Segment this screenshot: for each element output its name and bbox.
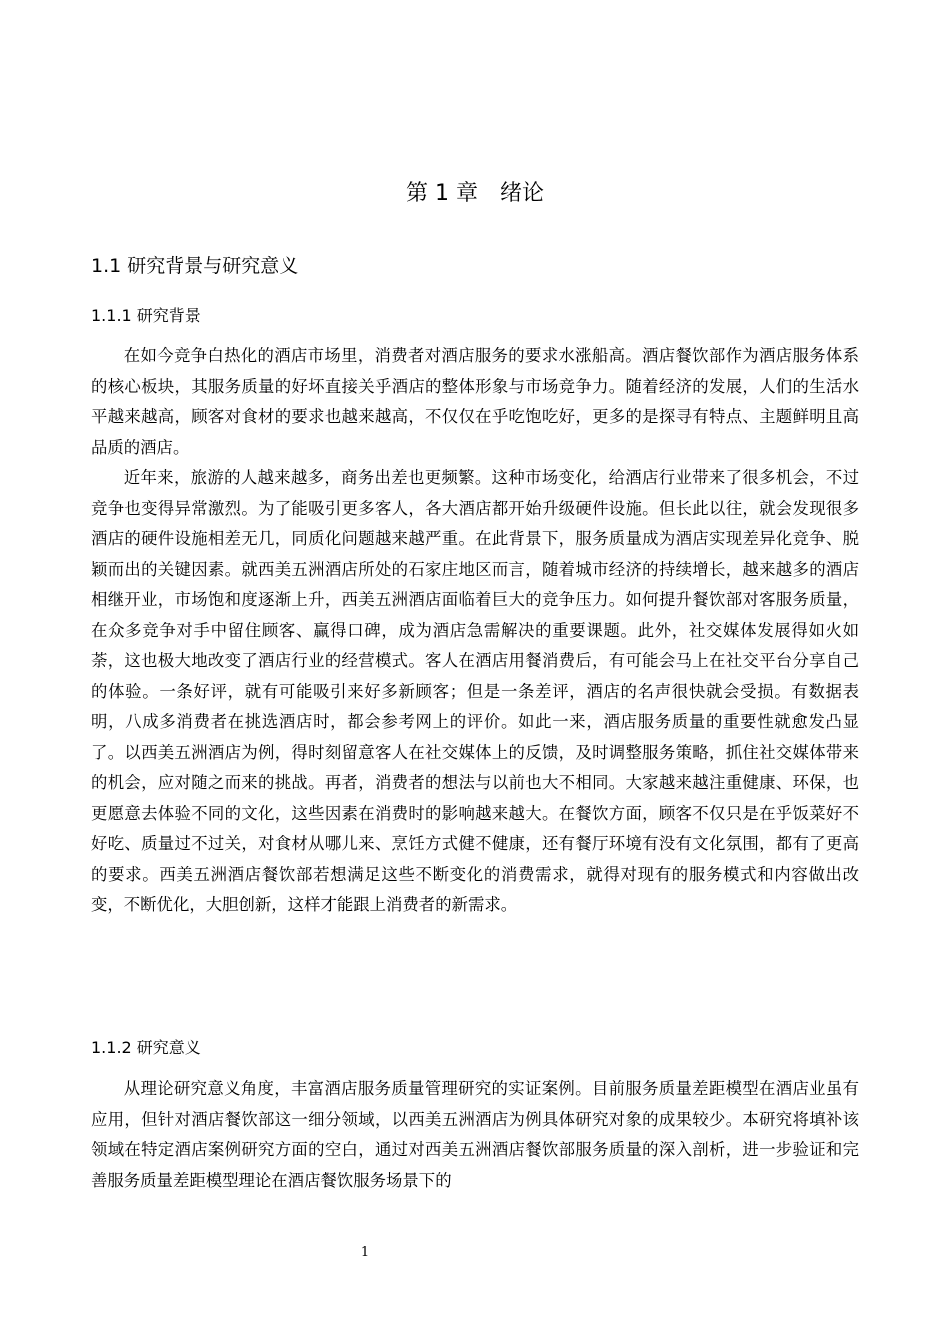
- significance-text: [91, 1074, 859, 1196]
- subsection-heading-significance: 1.1.2 研究意义: [91, 1038, 201, 1057]
- subsection-heading-background: 1.1.1 研究背景: [91, 306, 201, 325]
- section-heading: 1.1 研究背景与研究意义: [91, 255, 299, 277]
- paragraph: 从理论研究意义角度，丰富酒店服务质量管理研究的实证案例。目前服务质量差距模型在酒店业虽有应用，但针对酒店餐饮部这一细分领域，以西美五洲酒店为例具体研究对象的成果较少。本研究将填补该领域在特定酒店案例研究方面的空白，通过对西美五洲酒店餐饮部服务质量的深入剖析，进一步验证和完善服务质量差距模型理论在酒店餐饮服务场景下的: [91, 1079, 859, 1190]
- paragraph: 在如今竞争白热化的酒店市场里，消费者对酒店服务的要求水涨船高。酒店餐饮部作为酒店服务体系的核心板块，其服务质量的好坏直接关乎酒店的整体形象与市场竞争力。随着经济的发展，人们的生活水平越来越高，顾客对食材的要求也越来越高，不仅仅在乎吃饱吃好，更多的是探寻有特点、主题鲜明且高品质的酒店。: [91, 346, 859, 457]
- background-text: [91, 341, 859, 921]
- paragraph: 近年来，旅游的人越来越多，商务出差也更频繁。这种市场变化，给酒店行业带来了很多机会，不过竞争也变得异常激烈。为了能吸引更多客人，各大酒店都开始升级硬件设施。但长此以往，就会发现很多酒店的硬件设施相差无几，同质化问题越来越严重。在此背景下，服务质量成为酒店实现差异化竞争、脱颖而出的关键因素。就西美五洲酒店所处的石家庄地区而言，随着城市经济的持续增长，越来越多的酒店相继开业，市场饱和度逐渐上升，西美五洲酒店面临着巨大的竞争压力。如何提升餐饮部对客服务质量，在众多竞争对手中留住顾客、赢得口碑，成为酒店急需解决的重要课题。此外，社交媒体发展得如火如荼，这也极大地改变了酒店行业的经营模式。客人在酒店用餐消费后，有可能会马上在社交平台分享自己的体验。一条好评，就有可能吸引来好多新顾客；但是一条差评，酒店的名声很快就会受损。有数据表明，八成多消费者在挑选酒店时，都会参考网上的评价。如此一来，酒店服务质量的重要性就愈发凸显了。以西美五洲酒店为例，得时刻留意客人在社交媒体上的反馈，及时调整服务策略，抓住社交媒体带来的机会，应对随之而来的挑战。再者，消费者的想法与以前也大不相同。大家越来越注重健康、环保，也更愿意去体验不同的文化，这些因素在消费时的影响越来越大。在餐饮方面，顾客不仅只是在乎饭菜好不好吃、质量过不过关，对食材从哪儿来、烹饪方式健不健康，还有餐厅环境有没有文化氛围，都有了更高的要求。西美五洲酒店餐饮部若想满足这些不断变化的消费需求，就得对现有的服务模式和内容做出改变，不断优化，大胆创新，这样才能跟上消费者的新需求。: [91, 468, 859, 914]
- page-number: 1: [360, 1245, 370, 1260]
- chapter-title: 第 1 章 绪论: [406, 181, 544, 206]
